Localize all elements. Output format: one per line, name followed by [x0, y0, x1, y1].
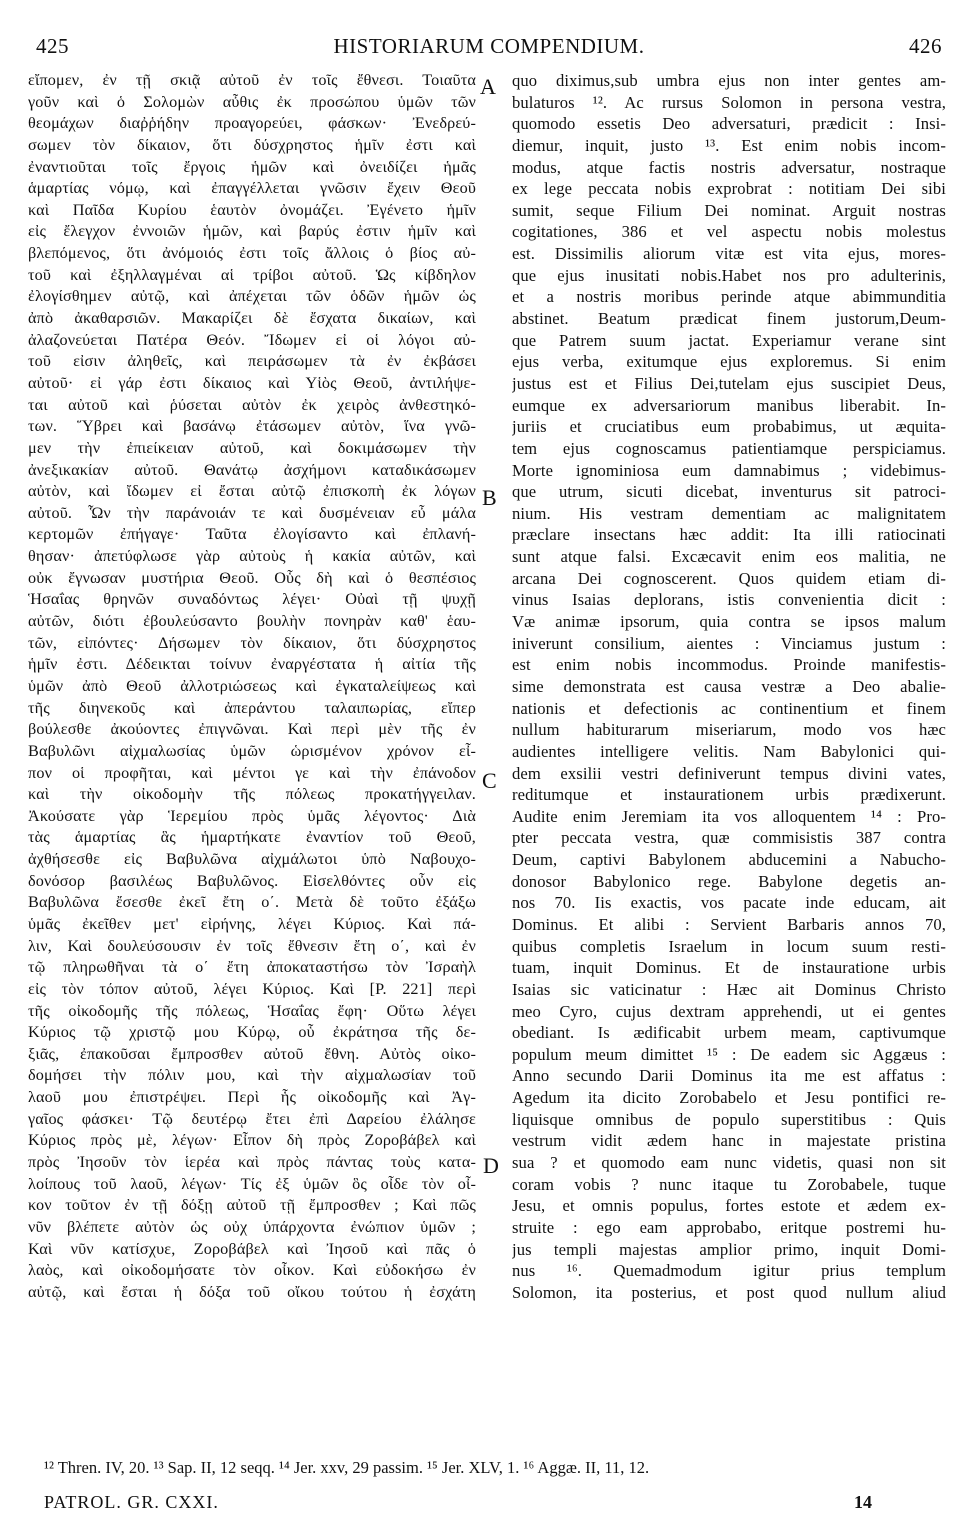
greek-text-line: λαοῦ μου ἐπιστρέψει. Περὶ ἧς οἰκοδομῆς καὶ Ἀγ- — [28, 1088, 476, 1107]
latin-text-line: nium. His vestram dementiam ac malignitatem — [512, 503, 946, 523]
greek-text-line: λαὸς, καὶ οἰκοδομήσατε τὸν οἶκον. Καὶ εὐδοκήσω ἐν — [28, 1261, 476, 1280]
greek-text-line: ἀπὸ ἀκαθαρσιῶν. Μακαρίζει δὲ ἔσχατα δικαίων, καὶ — [28, 309, 476, 328]
latin-text-line: ex lege peccata nobis exprobrat : notitiam Dei sibi — [512, 179, 946, 199]
latin-text-line: reditumque et instaurationem urbis prædixerunt. — [512, 785, 946, 805]
latin-text-line: meo Cyro, cujus dextram apprehendi, ut ei gentes — [512, 1001, 946, 1021]
latin-text-line: sumit, seque Filium Dei nominat. Arguit nostras — [512, 200, 946, 220]
latin-text-line: liquisque omnibus de populo superstitibus : Quis — [512, 1109, 946, 1129]
latin-text-line: quomodo essetis Deo adversaturi, prædicit : Insi- — [512, 114, 946, 134]
footnotes: ¹² Thren. IV, 20. ¹³ Sap. II, 12 seqq. ¹⁴ Jer. xxv, 29 passim. ¹⁵ Jer. XLV, 1. ¹⁶ Aggæ. II, 11, 12. — [44, 1458, 650, 1477]
page-header — [36, 34, 942, 60]
latin-text-line: Morte ignominiosa eum damnabimus ; videbimus- — [512, 460, 946, 480]
latin-text-line: nationis et defectionis ac continentium et finem — [512, 698, 946, 718]
latin-text-line: que Patrem suum jactat. Experiamur verane sint — [512, 330, 946, 350]
latin-text-line: eumque ex adversariorum manibus liberabit. In- — [512, 395, 946, 415]
latin-text-line: et a nostris moribus perinde atque abimmunditia — [512, 287, 946, 307]
greek-text-line: ὑμᾶς ἐκεῖθεν μετ' εἰρήνης, λέγει Κύριος. Καὶ πά- — [28, 914, 476, 933]
greek-text-line: ἐναντιοῦται τοῖς ἔργοις ἡμῶν καὶ ὀνειδίζει ἡμᾶς — [28, 157, 476, 176]
greek-text-line: τὰς ἁμαρτίας ἃς ἡμαρτήκατε ἐναντίον τοῦ Θεοῦ, — [28, 828, 476, 847]
greek-text-line: ἐλογίσθημεν αὐτῷ, καὶ ἀπέχεται τῶν ὁδῶν ἡμῶν ὡς — [28, 287, 476, 306]
greek-text-line: Καὶ νῦν κατίσχυε, Ζοροβάβελ καὶ Ἰησοῦ καὶ πᾶς ὁ — [28, 1239, 476, 1258]
latin-text-line: modus, atque factis nostris adversatur, nostraque — [512, 157, 946, 177]
margin-marker-d: D — [483, 1153, 499, 1178]
signature-number: 14 — [854, 1492, 872, 1512]
latin-text-line: cogitationes, 386 et vel aspectu nobis molestus — [512, 222, 946, 242]
margin-marker-a: A — [480, 74, 496, 99]
latin-text-line: dem exsilii vestri definiverunt tempus divini vates, — [512, 763, 946, 783]
greek-text-line: των. Ὕβρει καὶ βασάνῳ ἐτάσωμεν αὐτὸν, ἵνα γνῶ- — [28, 417, 476, 436]
greek-text-line: ἁμαρτίας νόμῳ, καὶ ἐπαγγέλλεται γνῶσιν ἔχειν Θεοῦ — [28, 179, 476, 198]
latin-text-line: donosor Babylonico rege. Babylone degetis an- — [512, 871, 946, 891]
greek-text-line: θησαν· ἀπετύφλωσε γὰρ αὐτοὺς ἡ κακία αὐτῶν, καὶ — [28, 547, 476, 566]
latin-text-line: coram vobis ? nunc itaque tu Zorobabele, tuque — [512, 1174, 946, 1194]
latin-text-line: obediant. Is ædificabit urbem meam, captivumque — [512, 1023, 946, 1043]
greek-text-line: οὐκ ἔγνωσαν μυστήρια Θεοῦ. Οὗς δὴ καὶ ὁ θεσπέσιος — [28, 568, 476, 587]
greek-text-line: δονόσορ βασιλέως Βαβυλῶνος. Εἰσελθόντες οὖν εἰς — [28, 871, 476, 890]
latin-text-line: pter peccata vestra, quæ commisistis 387 contra — [512, 828, 946, 848]
greek-text-line: τῶν, εἰπόντες· Δήσωμεν τὸν δίκαιον, ὅτι δύσχρηστος — [28, 633, 476, 652]
latin-text-line: est. Dissimilis aliorum vitæ est vita ejus, mores- — [512, 244, 946, 264]
greek-text-line: Βαβυλῶνα ἔσεσθε ἐκεῖ ἔτη ο΄. Μετὰ δὲ τοῦτο ἐξάξω — [28, 893, 476, 912]
greek-text-line: νῦν βλέπετε αὐτὸν ὡς οὐχ ὑπάρχοντα ἐνώπιον ὑμῶν ; — [28, 1217, 476, 1236]
greek-text-line: τῆς οἰκοδομῆς τῆς πόλεως, Ἡσαΐας ἔφη· Οὕτω λέγει — [28, 1001, 476, 1020]
latin-text-line: bulaturos ¹². Ac rursus Solomon in persona vestra, — [512, 92, 946, 112]
greek-text-line: σωμεν τὸν δίκαιον, ὅτι δύσχρηστος ἡμῖν ἐστι καὶ — [28, 135, 476, 154]
latin-text-line: struite : ego eam approbabo, eritque postremi hu- — [512, 1217, 946, 1237]
running-title: HISTORIARUM COMPENDIUM. — [333, 34, 645, 58]
greek-text-line: δομήσει τὴν πόλιν μου, καὶ τὴν αἰχμαλωσίαν τοῦ — [28, 1066, 476, 1085]
greek-text-line: τοῦ καὶ ἐξηλλαγμέναι αἱ τρίβοι αὐτοῦ. Ὡς κίβδηλον — [28, 265, 476, 284]
latin-text-line: abstinet. Beatum prædicat finem justorum,Deum- — [512, 309, 946, 329]
greek-text-line: αὐτῶν, διότι ἐβουλεύσαντο βουλὴν πονηρὰν καθ' ἑαυ- — [28, 612, 476, 631]
latin-text-line: Deum, captivi Babylonem abducemini a Nabucho- — [512, 850, 946, 870]
latin-text-line: jus templi majestas amplior primo, inquit Domi- — [512, 1239, 946, 1259]
greek-text-column — [28, 70, 476, 1450]
greek-text-line: ὑμῶν ἀπὸ Θεοῦ ἀλλοτριώσεως καὶ ἐγκαταλείψεως καὶ — [28, 676, 476, 695]
latin-text-line: est enim nobis incommodus. Proinde manifestis- — [512, 655, 946, 675]
left-page-number: 425 — [36, 34, 69, 58]
greek-text-line: βλεπόμενος, ὅτι ἀνόμοιός ἐστι τοῖς ἄλλοις ὁ βίος αὐ- — [28, 244, 476, 263]
latin-text-column — [512, 70, 946, 1450]
greek-text-line: ἀλαζονεύεται Πατέρα Θεόν. Ἴδωμεν εἰ οἱ λόγοι αὐ- — [28, 330, 476, 349]
greek-text-line: Ἀκούσατε γὰρ Ἱερεμίου πρὸς ὑμᾶς λέγοντος· Διὰ — [28, 806, 476, 825]
latin-text-line: ejus verba, exitumque ejus exploremus. Si enim — [512, 352, 946, 372]
greek-text-line: αὐτοῦ· εἰ γάρ ἐστι δίκαιος καὶ Υἱὸς Θεοῦ, ἀντιλήψε- — [28, 373, 476, 392]
greek-text-line: λοίπους τοῦ λαοῦ, λέγων· Τίς ἐξ ὑμῶν ὃς οἶδε τὸν οἶ- — [28, 1174, 476, 1193]
greek-text-line: τοῦ εἰσιν ἀληθεῖς, καὶ πειράσωμεν τὰ ἐν ἐκβάσει — [28, 352, 476, 371]
greek-text-line: ται αὐτοῦ καὶ ῥύσεται αὐτὸν ἐκ χειρὸς ἀνθεστηκό- — [28, 395, 476, 414]
greek-text-line: ἀχθήσεσθε εἰς Βαβυλῶνα αἰχμάλωτοι ὑπὸ Ναβουχο- — [28, 850, 476, 869]
latin-text-line: sua ? et quomodo eam nunc videtis, quasi non sit — [512, 1153, 946, 1173]
right-page-number: 426 — [909, 34, 942, 58]
latin-text-line: que ejus inusitati nobis.Habet nos pro adulterinis, — [512, 265, 946, 285]
greek-text-line: τῷ πληρωθῆναι τὰ ο΄ ἔτη ἀποκαταστήσω τὸν Ἰσραὴλ — [28, 958, 476, 977]
latin-text-line: tem ejus cognoscamus patientiamque perspiciamus. — [512, 438, 946, 458]
latin-text-line: vestrum vidit ædem hanc in majestate pristina — [512, 1131, 946, 1151]
latin-text-line: Isaias sic vaticinatur : Hæc ait Dominus Christo — [512, 979, 946, 999]
greek-text-line: Βαβυλῶνι αἰχμαλωσίας ὑμῶν ὡρισμένον χρόνον εἶ- — [28, 741, 476, 760]
greek-text-line: εἰς τὸν τόπον αὐτοῦ, λέγει Κύριος. Καὶ [P. 221] περὶ — [28, 979, 476, 998]
latin-text-line: juriis et cruciatibus eum probabimus, ut æquita- — [512, 417, 946, 437]
latin-text-line: tuam, inquit Dominus. Et de instauratione urbis — [512, 958, 946, 978]
series-signature: PATROL. GR. CXXI. — [44, 1492, 219, 1512]
margin-marker-c: C — [482, 768, 497, 793]
latin-text-line: quo diximus,sub umbra ejus non inter gentes am- — [512, 71, 946, 90]
greek-text-line: Κύριος τῷ χριστῷ μου Κύρῳ, οὗ ἐκράτησα τῆς δε- — [28, 1023, 476, 1042]
greek-text-line: ξιᾶς, ἐπακοῦσαι ἔμπροσθεν αὐτοῦ ἔθνη. Αὐτὸς οἰκο- — [28, 1044, 476, 1063]
greek-text-line: ἡμῖν ἐστι. Δέδεικται τοίνυν ἐναργέστατα ἡ αἰτία τῆς — [28, 655, 476, 674]
greek-text-line: εἴπομεν, ἐν τῇ σκιᾷ αὐτοῦ ἐν τοῖς ἔθνεσι. Τοιαῦτα — [28, 71, 476, 89]
page-footer — [44, 1492, 872, 1516]
latin-text-line: Audite enim Jeremiam ita vos alloquentem ¹⁴ : Pro- — [512, 806, 946, 826]
latin-text-line: audientes intelligere velitis. Nam Babylonici qui- — [512, 741, 946, 761]
latin-text-line: populum meum dimittet ¹⁵ : De eadem sic Aggæus : — [512, 1044, 946, 1064]
latin-text-line: Væ animæ ipsorum, quia contra se ipsos malum — [512, 612, 946, 632]
latin-text-line: justus est et Filius Dei,tutelam ejus suscipiet Deus, — [512, 373, 946, 393]
latin-text-line: diemur, inquit, justo ¹³. Est enim nobis incom- — [512, 135, 946, 155]
greek-text-line: Κύριος πρὸς μὲ, λέγων· Εἶπον δὴ πρὸς Ζοροβάβελ καὶ — [28, 1131, 476, 1150]
greek-text-line: πρὸς Ἰησοῦν τὸν ἱερέα καὶ πρὸς πάντας τοὺς κατα- — [28, 1153, 476, 1172]
greek-text-line: εἰς ἔλεγχον ἐννοιῶν ἡμῶν, καὶ βαρύς ἐστιν ἡμῖν καὶ — [28, 222, 476, 241]
greek-text-line: μεν τὴν ἐπιείκειαν αὐτοῦ, καὶ δοκιμάσωμεν τὴν — [28, 438, 476, 457]
greek-text-line: θεομάχων διαῤῥήδην προαγορεύει, φάσκων· Ἐνεδρεύ- — [28, 114, 476, 133]
latin-text-line: nos 70. Iis exactis, vos pacate inde educam, ait — [512, 893, 946, 913]
greek-text-line: τῆς διηνεκοῦς καὶ ἀπεράντου ταλαιπωρίας, εἴπερ — [28, 698, 476, 717]
latin-text-line: præclare insectans hæc addit: Ita illi ratiocinati — [512, 525, 946, 545]
latin-text-line: iniverunt consilium, aientes : Vinciamus justum : — [512, 633, 946, 653]
greek-text-line: ἀνεξικακίαν αὐτοῦ. Θανάτῳ ἀσχήμονι καταδικάσωμεν — [28, 460, 476, 479]
greek-text-line: αὐτοῦ. Ὧν τὴν παράνοιάν τε καὶ δυσμένειαν εὖ μάλα — [28, 503, 476, 522]
margin-marker-b: B — [482, 485, 497, 510]
latin-text-line: nullum habiturarum miseriarum, modo vos hæc — [512, 720, 946, 740]
greek-text-line: βούλεσθε ἀκούοντες ἐπιγνῶναι. Καὶ περὶ μὲν τῆς ἐν — [28, 720, 476, 739]
greek-text-line: κον τοῦτον ἐν τῇ δόξῃ αὐτοῦ τῇ ἔμπροσθεν ; Καὶ πῶς — [28, 1196, 476, 1215]
greek-text-line: Ἡσαΐας θρηνῶν συναδόντως λέγει· Οὐαὶ τῇ ψυχῇ — [28, 590, 476, 609]
latin-text-line: que utrum, sicuti dicebat, inventurus sit patroci- — [512, 482, 946, 502]
greek-text-line: αὐτὸν, καὶ ἴδωμεν εἰ ἔσται αὐτῷ ἐπισκοπὴ ἐκ λόγων — [28, 482, 476, 501]
latin-text-line: sunt atque falsi. Excæcavit enim eos malitia, ne — [512, 547, 946, 567]
latin-text-line: vinus Isaias deplorans, istis convenientia dicit : — [512, 590, 946, 610]
latin-text-line: quibus completis Israelum in locum suum resti- — [512, 936, 946, 956]
greek-text-line: αὐτῷ, καὶ ἔσται ἡ δόξα τοῦ οἴκου τούτου ἡ ἐσχάτη — [28, 1282, 476, 1301]
latin-text-line: Dominus. Et alibi : Servient Barbaris annos 70, — [512, 914, 946, 934]
latin-text-line: arcana Dei cognoscerent. Quos quidem etiam di- — [512, 568, 946, 588]
latin-text-line: Jesu, et omnis populus, fortes estote et ædem ex- — [512, 1196, 946, 1216]
greek-text-line: λιν, Καὶ δουλεύσουσιν ἐν τοῖς ἔθνεσιν ἔτη ο΄, καὶ ἐν — [28, 936, 476, 955]
greek-text-line: καὶ τὴν οἰκοδομὴν τῆς πόλεως προκατήγγειλαν. — [28, 785, 476, 804]
latin-text-line: Solomon, ita posterius, et post quod nullum aliud — [512, 1282, 946, 1302]
latin-text-line: Agedum ita dicito Zorobabelo et Jesu pontifici re- — [512, 1088, 946, 1108]
greek-text-line: γαῖος φάσκει· Τῷ δευτέρῳ ἔτει ἐπὶ Δαρείου ἐλάλησε — [28, 1109, 476, 1128]
latin-text-line: sime demonstrata est causa vestræ a Deo abalie- — [512, 676, 946, 696]
greek-text-line: καὶ Παῖδα Κυρίου ἑαυτὸν ὀνομάζει. Ἐγένετο ἡμῖν — [28, 200, 476, 219]
latin-text-line: Anno secundo Darii Dominus ita me est affatus : — [512, 1066, 946, 1086]
greek-text-line: κερτομῶν ἐπήγαγε· Ταῦτα ἐλογίσαντο καὶ ἐπλανή- — [28, 525, 476, 544]
greek-text-line: πον οἱ προφῆται, καὶ μέντοι γε καὶ τὴν ἐπάνοδον — [28, 763, 476, 782]
greek-text-line: γοῦν καὶ ὁ Σολομὼν αὖθις ἐκ προσώπου ὑμῶν τῶν — [28, 92, 476, 111]
latin-text-line: nus ¹⁶. Quemadmodum igitur prius templum — [512, 1261, 946, 1281]
